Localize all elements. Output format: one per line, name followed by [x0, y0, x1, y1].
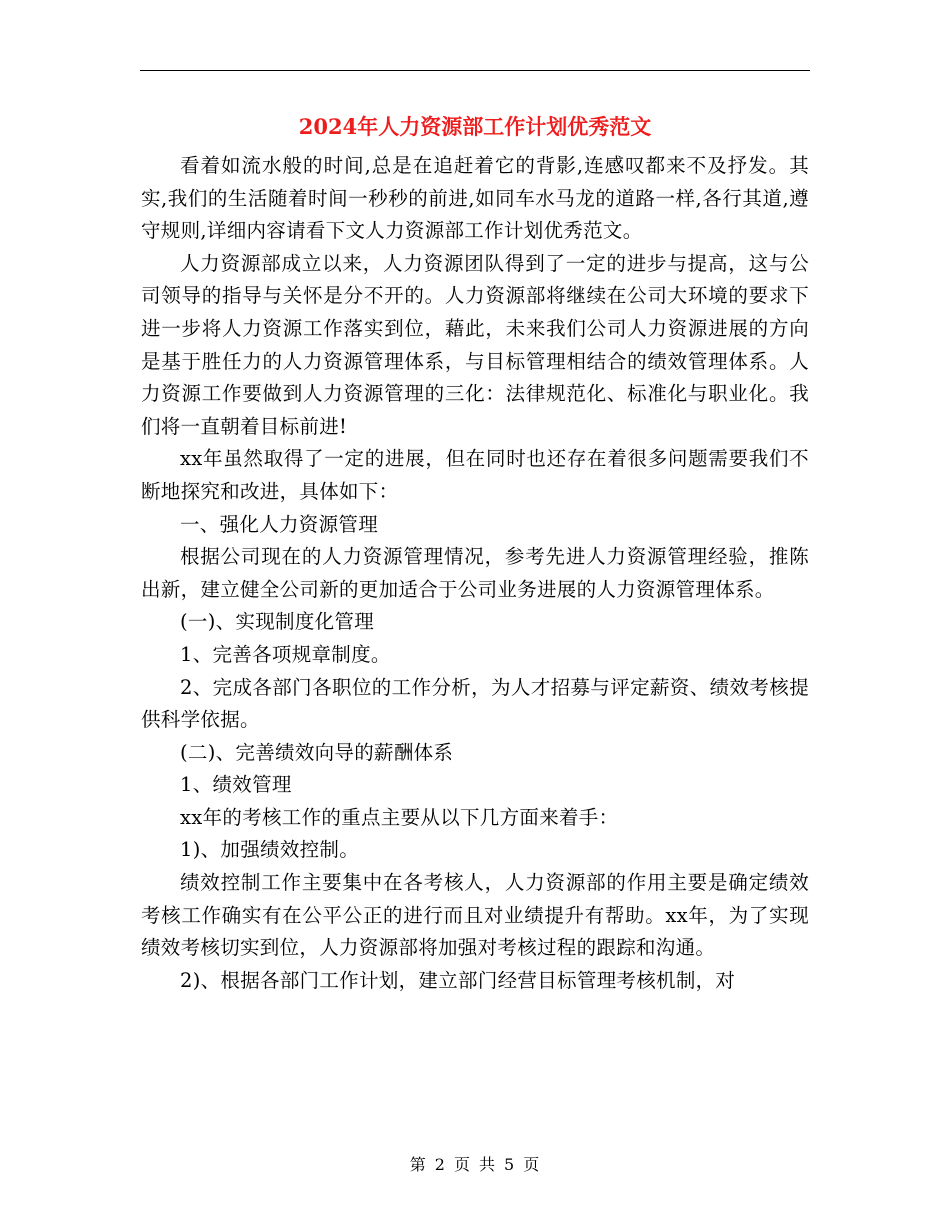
page-footer: [0, 1153, 950, 1177]
list-item: 2)、根据各部门工作计划，建立部门经营目标管理考核机制，对: [180, 968, 736, 992]
document-title: 2024年人力资源部工作计划优秀范文: [298, 114, 652, 139]
list-item: 1、完善各项规章制度。: [180, 642, 391, 666]
footer-total-pages: 5: [504, 1155, 516, 1174]
subsection-heading: (二)、完善绩效向导的薪酬体系: [180, 740, 454, 764]
paragraph: xx年虽然取得了一定的进展，但在同时也还存在着很多问题需要我们不断地探究和改进，具体如下：: [141, 447, 809, 503]
footer-ye: 页: [453, 1155, 471, 1174]
document-body: [141, 150, 809, 997]
subsection-heading: (一)、实现制度化管理: [180, 610, 375, 634]
paragraph: 看着如流水般的时间,总是在追赶着它的背影,连感叹都来不及抒发。其实,我们的生活随着时间一秒秒的前进,如同车水马龙的道路一样,各行其道,遵守规则,详细内容请看下文人力资源部工作计划优秀范文。: [141, 154, 809, 243]
footer-gong: 共: [479, 1155, 497, 1174]
footer-page-number: 2: [434, 1155, 446, 1174]
header-rule: [140, 70, 810, 71]
list-item: 2、完成各部门各职位的工作分析，为人才招募与评定薪资、绩效考核提供科学依据。: [141, 675, 809, 732]
list-item: 1)、加强绩效控制。: [180, 838, 360, 862]
footer-di: 第: [409, 1155, 427, 1174]
paragraph: 根据公司现在的人力资源管理情况，参考先进人力资源管理经验，推陈出新，建立健全公司新的更加适合于公司业务进展的人力资源管理体系。: [141, 545, 809, 601]
list-item: 1、绩效管理: [180, 773, 292, 797]
footer-ye2: 页: [523, 1155, 541, 1174]
paragraph: xx年的考核工作的重点主要从以下几方面来着手：: [180, 805, 619, 829]
paragraph: 人力资源部成立以来，人力资源团队得到了一定的进步与提高，这与公司领导的指导与关怀是分不开的。人力资源部将继续在公司大环境的要求下进一步将人力资源工作落实到位，藉此，未来我们公司人力资源进展的方向是基于胜任力的人力资源管理体系，与目标管理相结合的绩效管理体系。人力资源工作要做到人力资源管理的三化：法律规范化、标准化与职业化。我们将一直朝着目标前进!: [141, 251, 809, 438]
paragraph: 绩效控制工作主要集中在各考核人，人力资源部的作用主要是确定绩效考核工作确实有在公平公正的进行而且对业绩提升有帮助。xx年，为了实现绩效考核切实到位，人力资源部将加强对考核过程的跟踪和沟通。: [141, 871, 809, 960]
section-heading: 一、强化人力资源管理: [180, 512, 379, 536]
